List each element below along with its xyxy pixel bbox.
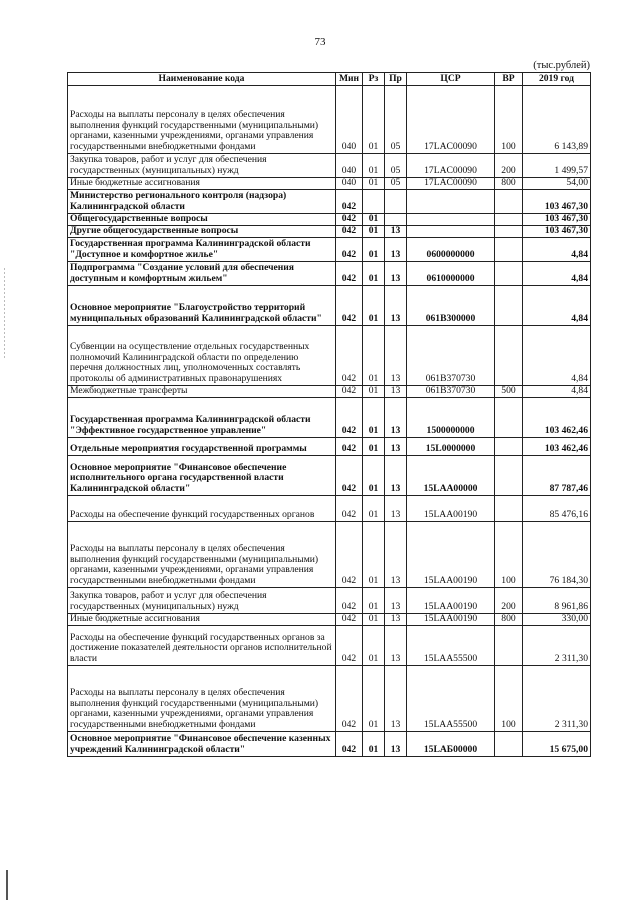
row-sum-cell: 103 462,46 [523,438,591,456]
row-csr-cell: 17LAC00090 [407,154,495,178]
table-row [68,522,591,588]
table-row [68,438,591,456]
row-rz-cell: 01 [363,238,385,262]
row-vr-cell: 100 [495,86,523,154]
table-body [68,86,591,757]
row-name-cell: Расходы на выплаты персоналу в целях обеспечения выполнения функций государственными (муниципальными) органами, казенными учреждениями, органами управления государственными внебюджетными фондами [68,666,336,732]
row-vr-cell [495,326,523,386]
row-vr-cell [495,226,523,238]
row-min-cell: 042 [336,286,363,326]
row-vr-cell: 500 [495,386,523,398]
row-vr-cell: 200 [495,588,523,614]
row-min-cell: 042 [336,326,363,386]
row-csr-cell: 17LAC00090 [407,86,495,154]
row-min-cell: 042 [336,496,363,522]
row-pr-cell [385,190,407,214]
row-vr-cell [495,398,523,438]
row-name-cell: Закупка товаров, работ и услуг для обеспечения государственных (муниципальных) нужд [68,588,336,614]
row-vr-cell: 100 [495,522,523,588]
row-sum-cell: 6 143,89 [523,86,591,154]
table-row [68,238,591,262]
row-min-cell: 042 [336,626,363,666]
column-header-csr: ЦСР [407,73,495,86]
row-sum-cell: 103 467,30 [523,190,591,214]
row-pr-cell [385,214,407,226]
row-rz-cell: 01 [363,178,385,190]
row-vr-cell [495,238,523,262]
row-name-cell: Расходы на обеспечение функций государственных органов [68,496,336,522]
row-pr-cell: 13 [385,626,407,666]
row-sum-cell: 4,84 [523,386,591,398]
row-vr-cell [495,262,523,286]
row-vr-cell [495,190,523,214]
row-name-cell: Государственная программа Калининградской области "Эффективное государственное управление" [68,398,336,438]
row-pr-cell: 13 [385,496,407,522]
table-row [68,386,591,398]
row-vr-cell: 200 [495,154,523,178]
row-vr-cell [495,456,523,496]
row-pr-cell: 13 [385,326,407,386]
table-row [68,626,591,666]
margin-mark [6,870,8,900]
row-rz-cell: 01 [363,588,385,614]
row-min-cell: 042 [336,214,363,226]
table-row [68,614,591,626]
row-rz-cell: 01 [363,262,385,286]
row-csr-cell: 15L0000000 [407,438,495,456]
row-name-cell: Субвенции на осуществление отдельных государственных полномочий Калининградской области по определению перечня должностных лиц, уполномоченных составлять протоколы об административных правонарушениях [68,326,336,386]
row-rz-cell: 01 [363,226,385,238]
row-csr-cell: 17LAC00090 [407,178,495,190]
row-pr-cell: 13 [385,588,407,614]
row-rz-cell: 01 [363,386,385,398]
row-min-cell: 040 [336,154,363,178]
row-sum-cell: 15 675,00 [523,732,591,757]
units-label: (тыс.рублей) [533,60,590,71]
table-row [68,262,591,286]
row-sum-cell: 87 787,46 [523,456,591,496]
row-csr-cell [407,226,495,238]
row-min-cell: 042 [336,190,363,214]
row-sum-cell: 103 467,30 [523,214,591,226]
row-name-cell: Другие общегосударственные вопросы [68,226,336,238]
page-number: 73 [314,36,326,48]
row-name-cell: Иные бюджетные ассигнования [68,178,336,190]
row-sum-cell: 330,00 [523,614,591,626]
table-row [68,226,591,238]
row-rz-cell: 01 [363,398,385,438]
column-header-name: Наименование кода [68,73,336,86]
budget-table [67,72,591,757]
column-header-min: Мин [336,73,363,86]
row-rz-cell: 01 [363,456,385,496]
row-vr-cell: 800 [495,178,523,190]
row-sum-cell: 103 467,30 [523,226,591,238]
row-pr-cell: 13 [385,522,407,588]
row-rz-cell: 01 [363,614,385,626]
row-csr-cell: 1500000000 [407,398,495,438]
row-min-cell: 042 [336,262,363,286]
row-csr-cell: 061B370730 [407,386,495,398]
row-pr-cell: 13 [385,286,407,326]
row-vr-cell [495,626,523,666]
row-csr-cell: 15LAA00190 [407,614,495,626]
row-pr-cell: 13 [385,226,407,238]
row-name-cell: Межбюджетные трансферты [68,386,336,398]
row-rz-cell: 01 [363,496,385,522]
row-csr-cell: 0610000000 [407,262,495,286]
row-name-cell: Расходы на обеспечение функций государственных органов за достижение показателей деятельности органов исполнительной власти [68,626,336,666]
row-sum-cell: 4,84 [523,238,591,262]
row-name-cell: Основное мероприятие "Финансовое обеспечение казенных учреждений Калининградской области" [68,732,336,757]
table-row [68,178,591,190]
row-pr-cell: 05 [385,154,407,178]
row-pr-cell: 13 [385,262,407,286]
row-csr-cell: 15LAA00000 [407,456,495,496]
row-min-cell: 042 [336,386,363,398]
row-csr-cell: 15LAA00190 [407,588,495,614]
row-rz-cell: 01 [363,326,385,386]
row-name-cell: Общегосударственные вопросы [68,214,336,226]
row-name-cell: Основное мероприятие "Благоустройство территорий муниципальных образований Калининградской области" [68,286,336,326]
row-name-cell: Расходы на выплаты персоналу в целях обеспечения выполнения функций государственными (муниципальными) органами, казенными учреждениями, органами управления государственными внебюджетными фондами [68,86,336,154]
row-csr-cell: 0600000000 [407,238,495,262]
row-rz-cell: 01 [363,522,385,588]
row-vr-cell [495,496,523,522]
row-vr-cell [495,732,523,757]
row-min-cell: 042 [336,226,363,238]
table-header-row [68,73,591,86]
row-sum-cell: 54,00 [523,178,591,190]
table-row [68,154,591,178]
row-sum-cell: 8 961,86 [523,588,591,614]
row-sum-cell: 103 462,46 [523,398,591,438]
row-min-cell: 042 [336,456,363,496]
row-name-cell: Отдельные мероприятия государственной программы [68,438,336,456]
row-min-cell: 042 [336,614,363,626]
row-min-cell: 042 [336,732,363,757]
column-header-pr: Пр [385,73,407,86]
row-min-cell: 042 [336,588,363,614]
row-name-cell: Подпрограмма "Создание условий для обеспечения доступным и комфортным жильем" [68,262,336,286]
row-name-cell: Расходы на выплаты персоналу в целях обеспечения выполнения функций государственными (муниципальными) органами, казенными учреждениями, органами управления государственными внебюджетными фондами [68,522,336,588]
budget-table-container [67,72,590,757]
row-sum-cell: 76 184,30 [523,522,591,588]
row-csr-cell: 15LAA55500 [407,626,495,666]
row-pr-cell: 05 [385,86,407,154]
row-min-cell: 042 [336,398,363,438]
row-pr-cell: 13 [385,666,407,732]
table-row [68,732,591,757]
row-name-cell: Закупка товаров, работ и услуг для обеспечения государственных (муниципальных) нужд [68,154,336,178]
row-csr-cell [407,190,495,214]
row-rz-cell: 01 [363,286,385,326]
row-vr-cell [495,214,523,226]
row-csr-cell: 15LAA55500 [407,666,495,732]
row-pr-cell: 13 [385,438,407,456]
row-min-cell: 042 [336,522,363,588]
row-min-cell: 042 [336,666,363,732]
table-row [68,190,591,214]
table-row [68,588,591,614]
row-pr-cell: 13 [385,456,407,496]
row-vr-cell: 100 [495,666,523,732]
row-rz-cell: 01 [363,154,385,178]
row-sum-cell: 4,84 [523,262,591,286]
row-csr-cell: 061B300000 [407,286,495,326]
row-name-cell: Иные бюджетные ассигнования [68,614,336,626]
row-csr-cell: 15LAA00190 [407,522,495,588]
column-header-vr: ВР [495,73,523,86]
row-pr-cell: 13 [385,386,407,398]
row-min-cell: 040 [336,178,363,190]
row-sum-cell: 2 311,30 [523,666,591,732]
table-row [68,86,591,154]
row-pr-cell: 05 [385,178,407,190]
row-rz-cell: 01 [363,666,385,732]
row-rz-cell: 01 [363,626,385,666]
row-pr-cell: 13 [385,614,407,626]
row-vr-cell [495,286,523,326]
row-name-cell: Основное мероприятие "Финансовое обеспечение исполнительного органа государственной власти Калининградской области" [68,456,336,496]
table-row [68,286,591,326]
row-min-cell: 042 [336,238,363,262]
margin-dots [4,268,5,358]
row-sum-cell: 4,84 [523,286,591,326]
row-sum-cell: 1 499,57 [523,154,591,178]
row-pr-cell: 13 [385,238,407,262]
row-csr-cell: 15LAA00190 [407,496,495,522]
row-csr-cell: 15LAБ00000 [407,732,495,757]
row-sum-cell: 2 311,30 [523,626,591,666]
table-row [68,398,591,438]
row-rz-cell [363,190,385,214]
row-pr-cell: 13 [385,398,407,438]
column-header-year: 2019 год [523,73,591,86]
row-vr-cell: 800 [495,614,523,626]
row-name-cell: Государственная программа Калининградской области "Доступное и комфортное жилье" [68,238,336,262]
column-header-rz: Рз [363,73,385,86]
row-min-cell: 040 [336,86,363,154]
table-row [68,496,591,522]
row-rz-cell: 01 [363,438,385,456]
row-sum-cell: 4,84 [523,326,591,386]
row-min-cell: 042 [336,438,363,456]
row-pr-cell: 13 [385,732,407,757]
row-sum-cell: 85 476,16 [523,496,591,522]
row-rz-cell: 01 [363,86,385,154]
row-name-cell: Министерство регионального контроля (надзора) Калининградской области [68,190,336,214]
table-row [68,214,591,226]
row-csr-cell [407,214,495,226]
row-rz-cell: 01 [363,732,385,757]
row-csr-cell: 061B370730 [407,326,495,386]
row-vr-cell [495,438,523,456]
table-row [68,326,591,386]
row-rz-cell: 01 [363,214,385,226]
table-row [68,456,591,496]
table-row [68,666,591,732]
